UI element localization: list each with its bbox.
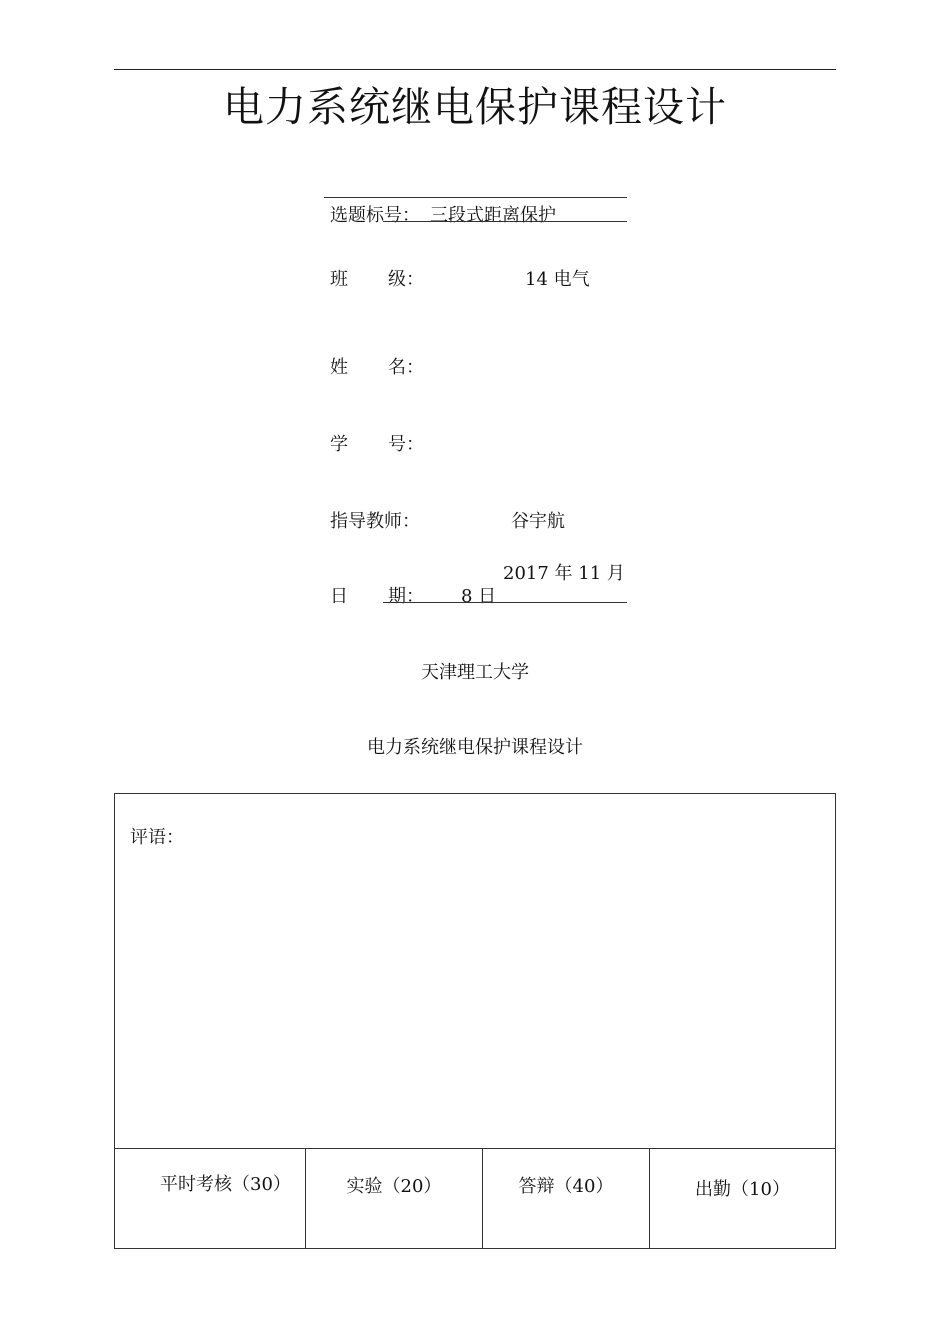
name-label-char1: 姓	[330, 357, 348, 378]
score-cell-experiment	[306, 1149, 483, 1249]
student-id-label-char2: 号：	[388, 434, 424, 455]
score-row	[115, 1148, 835, 1249]
class-label-char1: 班	[330, 269, 348, 290]
topic-overline	[324, 197, 627, 198]
name-label-char2: 名：	[388, 357, 424, 378]
class-label-char2: 级：	[388, 269, 424, 290]
date-underline	[383, 602, 627, 603]
header-rule	[114, 69, 836, 70]
student-id-label-char1: 学	[330, 434, 348, 455]
score-cell-regular	[115, 1149, 306, 1249]
score-label-defense: 答辩（40）	[518, 1176, 614, 1197]
comment-label: 评语：	[130, 827, 184, 848]
date-label-char1: 日	[330, 586, 348, 607]
date-label-char2: 期：	[388, 586, 424, 607]
document-title: 电力系统继电保护课程设计	[223, 83, 727, 131]
score-cell-attendance	[650, 1149, 835, 1249]
university-name: 天津理工大学	[421, 662, 529, 683]
score-label-regular: 平时考核（30）	[160, 1174, 291, 1195]
advisor-value: 谷宇航	[511, 511, 565, 532]
score-label-attendance: 出勤（10）	[695, 1179, 790, 1200]
date-value-line1: 2017 年 11 月	[503, 563, 625, 584]
topic-underline	[383, 221, 627, 222]
document-subtitle: 电力系统继电保护课程设计	[367, 737, 583, 758]
class-value: 14 电气	[525, 269, 590, 290]
topic-value: 三段式距离保护	[430, 205, 556, 226]
advisor-label: 指导教师：	[330, 511, 420, 532]
grading-table	[114, 793, 836, 1249]
score-label-experiment: 实验（20）	[346, 1176, 442, 1197]
topic-label: 选题标号：	[330, 205, 420, 226]
date-value-line2: 8 日	[461, 586, 497, 607]
score-cell-defense	[483, 1149, 650, 1249]
